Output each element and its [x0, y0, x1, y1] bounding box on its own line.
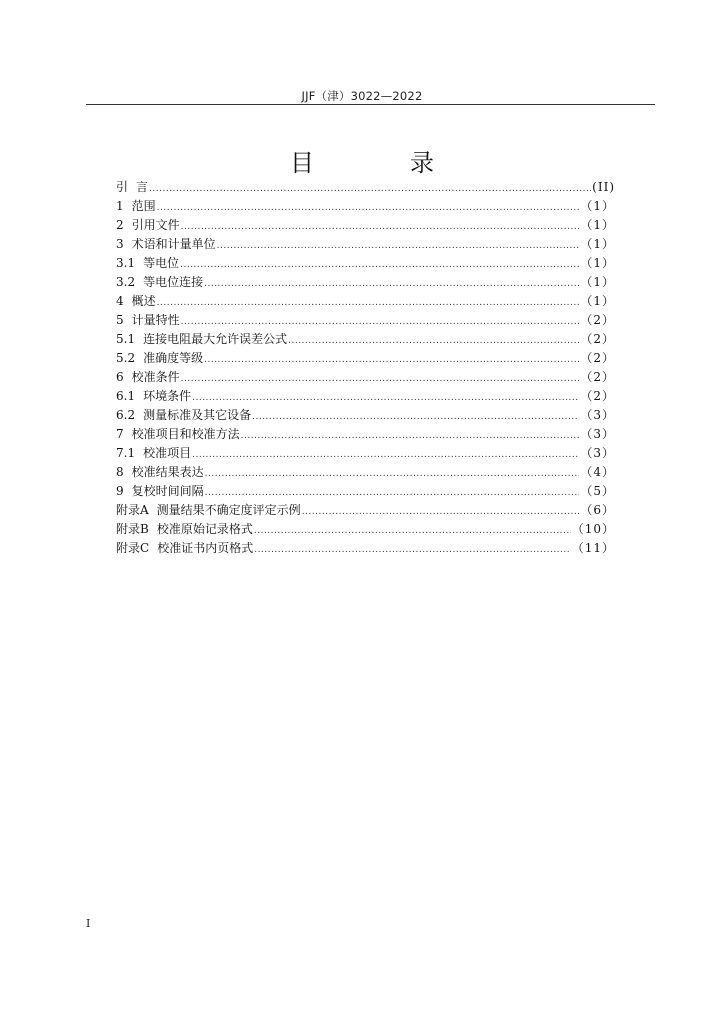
toc-entry[interactable]	[116, 178, 615, 197]
toc-dot-leader	[204, 275, 579, 294]
toc-entry-label: 言	[136, 180, 149, 194]
toc-entry-text	[116, 254, 179, 273]
toc-entry-label: 测量标准及其它设备	[143, 408, 252, 422]
toc-entry[interactable]	[116, 463, 615, 482]
page-number: I	[86, 917, 91, 930]
toc-entry-number: 9	[116, 484, 124, 498]
toc-dot-leader	[252, 408, 579, 427]
toc-entry-page: （2）	[580, 313, 615, 327]
toc-entry-label: 连接电阻最大允许误差公式	[143, 332, 288, 346]
toc-entry-number: 6.2	[116, 408, 136, 422]
toc-entry-number: 附录C	[116, 541, 150, 555]
toc-dot-leader	[288, 332, 579, 351]
toc-dot-leader	[192, 446, 579, 465]
toc-entry-label: 校准结果表达	[131, 465, 204, 479]
toc-entry-label: 准确度等级	[143, 351, 204, 365]
toc-entry-page: (II)	[592, 180, 615, 194]
toc-entry-text	[116, 235, 216, 254]
toc-entry-page: （3）	[580, 427, 615, 441]
toc-entry-page: （1）	[580, 218, 615, 232]
toc-entry-number: 4	[116, 294, 124, 308]
toc-entry[interactable]	[116, 539, 615, 558]
toc-entry-text	[116, 311, 180, 330]
toc-entry-page: （2）	[580, 332, 615, 346]
toc-entry-label: 校准原始记录格式	[156, 522, 253, 536]
toc-entry-page: （3）	[580, 446, 615, 460]
toc-entry-text	[116, 273, 203, 292]
toc-entry-page: （2）	[580, 389, 615, 403]
toc-dot-leader	[254, 522, 571, 541]
toc-entry-text	[116, 520, 253, 539]
toc-entry[interactable]	[116, 216, 615, 235]
toc-entry-text	[116, 501, 301, 520]
toc-entry-label: 环境条件	[143, 389, 192, 403]
toc-entry-number: 引	[116, 180, 129, 194]
toc-entry-label: 校准证书内页格式	[157, 541, 254, 555]
toc-entry-label: 校准项目和校准方法	[131, 427, 240, 441]
toc-entry-page: （10）	[571, 522, 615, 536]
toc-entry-text	[116, 463, 204, 482]
toc-dot-leader	[180, 256, 579, 275]
toc-entry[interactable]	[116, 349, 615, 368]
toc-entry-label: 等电位连接	[143, 275, 204, 289]
toc-entry-page: （4）	[580, 465, 615, 479]
toc-entry-text	[116, 292, 156, 311]
toc-dot-leader	[157, 294, 580, 313]
toc-entry[interactable]	[116, 520, 615, 539]
toc-entry-page: （1）	[580, 199, 615, 213]
toc-entry[interactable]	[116, 254, 615, 273]
toc-entry[interactable]	[116, 482, 615, 501]
toc-entry-page: （1）	[580, 256, 615, 270]
toc-entry-number: 7	[116, 427, 124, 441]
toc-entry-number: 2	[116, 218, 124, 232]
toc-dot-leader	[302, 503, 580, 522]
toc-entry-number: 5.1	[116, 332, 136, 346]
toc-entry-label: 概述	[131, 294, 156, 308]
toc-entry-label: 校准条件	[131, 370, 180, 384]
toc-entry-label: 复校时间间隔	[131, 484, 204, 498]
toc-entry[interactable]	[116, 387, 615, 406]
table-of-contents	[116, 178, 615, 558]
toc-dot-leader	[181, 370, 580, 389]
toc-entry-text	[116, 330, 287, 349]
toc-entry[interactable]	[116, 425, 615, 444]
toc-dot-leader	[254, 541, 571, 560]
toc-entry[interactable]	[116, 444, 615, 463]
toc-dot-leader	[217, 237, 580, 256]
document-code-header: JJF（津）3022—2022	[301, 89, 423, 103]
toc-entry-label: 范围	[131, 199, 156, 213]
toc-entry[interactable]	[116, 501, 615, 520]
toc-entry[interactable]	[116, 273, 615, 292]
toc-entry[interactable]	[116, 235, 615, 254]
toc-entry-text	[116, 482, 204, 501]
toc-entry-text	[116, 387, 191, 406]
toc-entry-text	[116, 216, 180, 235]
toc-entry-text	[116, 406, 251, 425]
toc-dot-leader	[181, 218, 580, 237]
toc-entry-number: 1	[116, 199, 124, 213]
toc-entry-label: 等电位	[143, 256, 180, 270]
toc-entry[interactable]	[116, 406, 615, 425]
toc-entry[interactable]	[116, 330, 615, 349]
toc-entry-number: 附录A	[116, 503, 149, 517]
toc-entry-page: （11）	[571, 541, 615, 555]
toc-entry-text	[116, 368, 180, 387]
toc-entry-text	[116, 197, 156, 216]
toc-entry-page: （6）	[580, 503, 615, 517]
toc-entry[interactable]	[116, 311, 615, 330]
toc-entry-page: （2）	[580, 370, 615, 384]
toc-dot-leader	[204, 351, 579, 370]
toc-entry-page: （2）	[580, 351, 615, 365]
toc-entry-label: 计量特性	[131, 313, 180, 327]
toc-title: 目 录	[290, 149, 470, 177]
toc-entry-text	[116, 425, 240, 444]
toc-entry-label: 引用文件	[131, 218, 180, 232]
toc-entry-number: 3.2	[116, 275, 136, 289]
toc-entry-text	[116, 178, 148, 197]
toc-entry-number: 附录B	[116, 522, 149, 536]
toc-dot-leader	[205, 465, 580, 484]
toc-entry-page: （1）	[580, 275, 615, 289]
toc-entry-page: （1）	[580, 294, 615, 308]
toc-dot-leader	[149, 180, 591, 199]
toc-entry-label: 术语和计量单位	[131, 237, 216, 251]
toc-entry[interactable]	[116, 197, 615, 216]
toc-entry-number: 3.1	[116, 256, 136, 270]
toc-entry-number: 6.1	[116, 389, 136, 403]
toc-entry-page: （5）	[580, 484, 615, 498]
toc-entry-text	[116, 539, 253, 558]
header-rule	[86, 104, 655, 105]
toc-entry[interactable]	[116, 292, 615, 311]
toc-entry-number: 5.2	[116, 351, 136, 365]
toc-entry-number: 8	[116, 465, 124, 479]
toc-entry-label: 校准项目	[143, 446, 192, 460]
toc-entry-page: （1）	[580, 237, 615, 251]
toc-dot-leader	[157, 199, 580, 218]
toc-entry-number: 3	[116, 237, 124, 251]
toc-dot-leader	[241, 427, 580, 446]
toc-entry-text	[116, 444, 191, 463]
toc-entry-label: 测量结果不确定度评定示例	[156, 503, 301, 517]
toc-entry-page: （3）	[580, 408, 615, 422]
toc-entry-number: 6	[116, 370, 124, 384]
toc-entry-number: 5	[116, 313, 124, 327]
toc-entry-text	[116, 349, 203, 368]
toc-entry[interactable]	[116, 368, 615, 387]
toc-entry-number: 7.1	[116, 446, 136, 460]
